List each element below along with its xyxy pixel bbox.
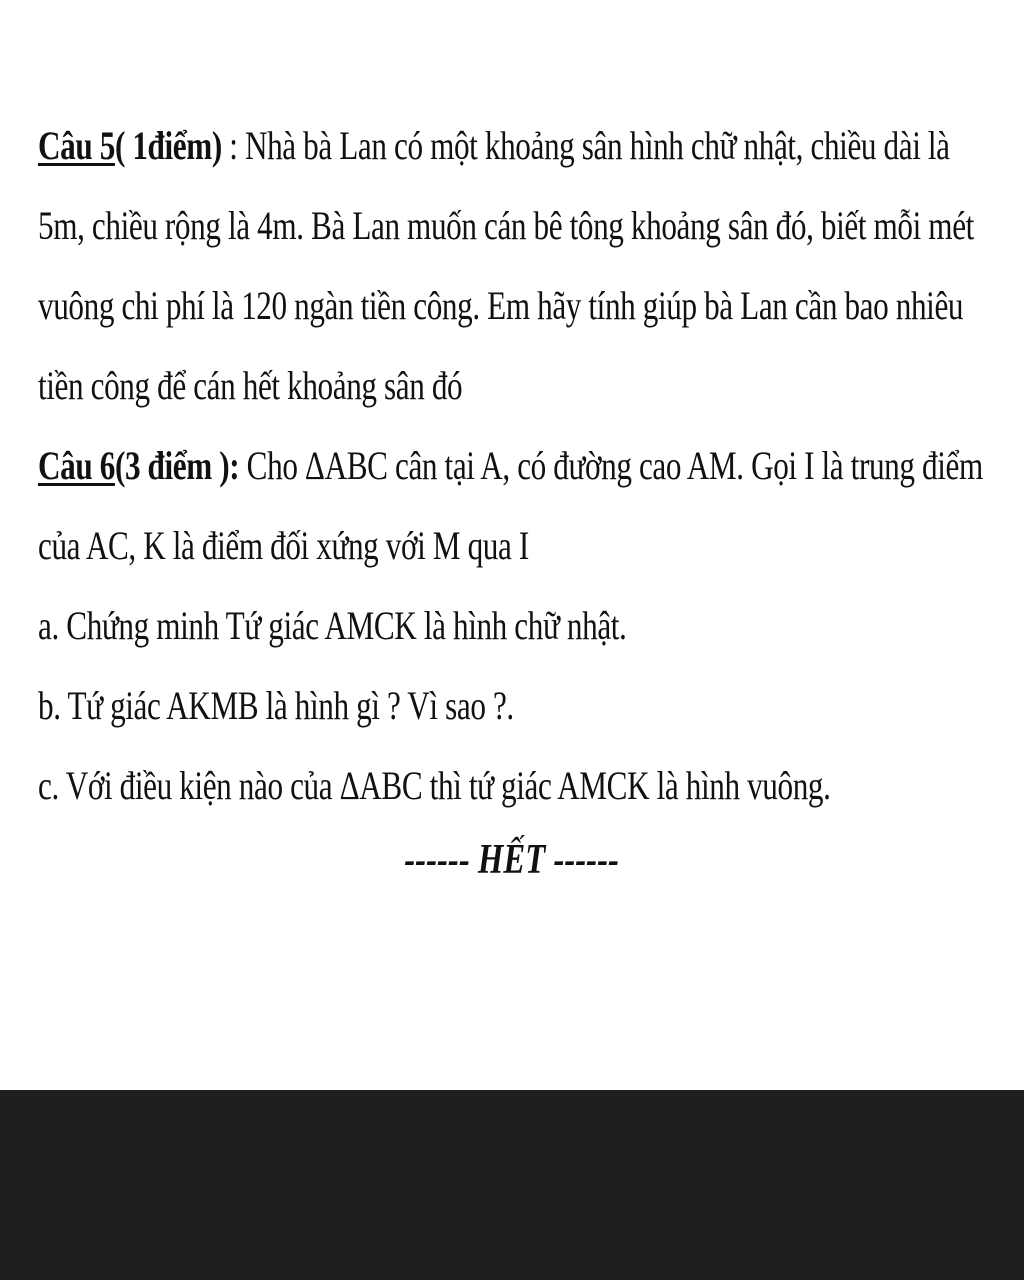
q6-item-c: c. Với điều kiện nào của ΔABC thì tứ giác AMCK là hình vuông. [38, 763, 831, 808]
bottom-dark-bar [0, 1090, 1024, 1280]
q5-label: Câu 5 [38, 123, 115, 168]
q6-points: (3 điểm ): [114, 443, 240, 488]
q5-line-2: 5m, chiều rộng là 4m. Bà Lan muốn cán bê tông khoảng sân đó, biết mỗi mét [38, 203, 974, 248]
q5-points: ( 1điểm) [114, 123, 222, 168]
q6-label: Câu 6 [38, 443, 115, 488]
q6-line-1 [38, 426, 983, 506]
q6-item-a: a. Chứng minh Tứ giác AMCK là hình chữ nhật. [38, 603, 627, 648]
end-text: ------ HẾT ------ [404, 837, 620, 883]
q6-line-2: của AC, K là điểm đối xứng với M qua I [38, 523, 529, 568]
q5-line-1 [38, 106, 950, 186]
q6-item-b: b. Tứ giác AKMB là hình gì ? Vì sao ?. [38, 683, 514, 728]
q5-text-1: : Nhà bà Lan có một khoảng sân hình chữ nhật, chiều dài là [221, 123, 950, 168]
q6-text-1: Cho ΔABC cân tại A, có đường cao AM. Gọi I là trung điểm [239, 443, 983, 488]
exam-content [38, 106, 1018, 826]
q5-line-3: vuông chi phí là 120 ngàn tiền công. Em hãy tính giúp bà Lan cần bao nhiêu [38, 283, 964, 328]
end-marker [0, 820, 1024, 900]
q5-line-4: tiền công để cán hết khoảng sân đó [38, 363, 463, 408]
